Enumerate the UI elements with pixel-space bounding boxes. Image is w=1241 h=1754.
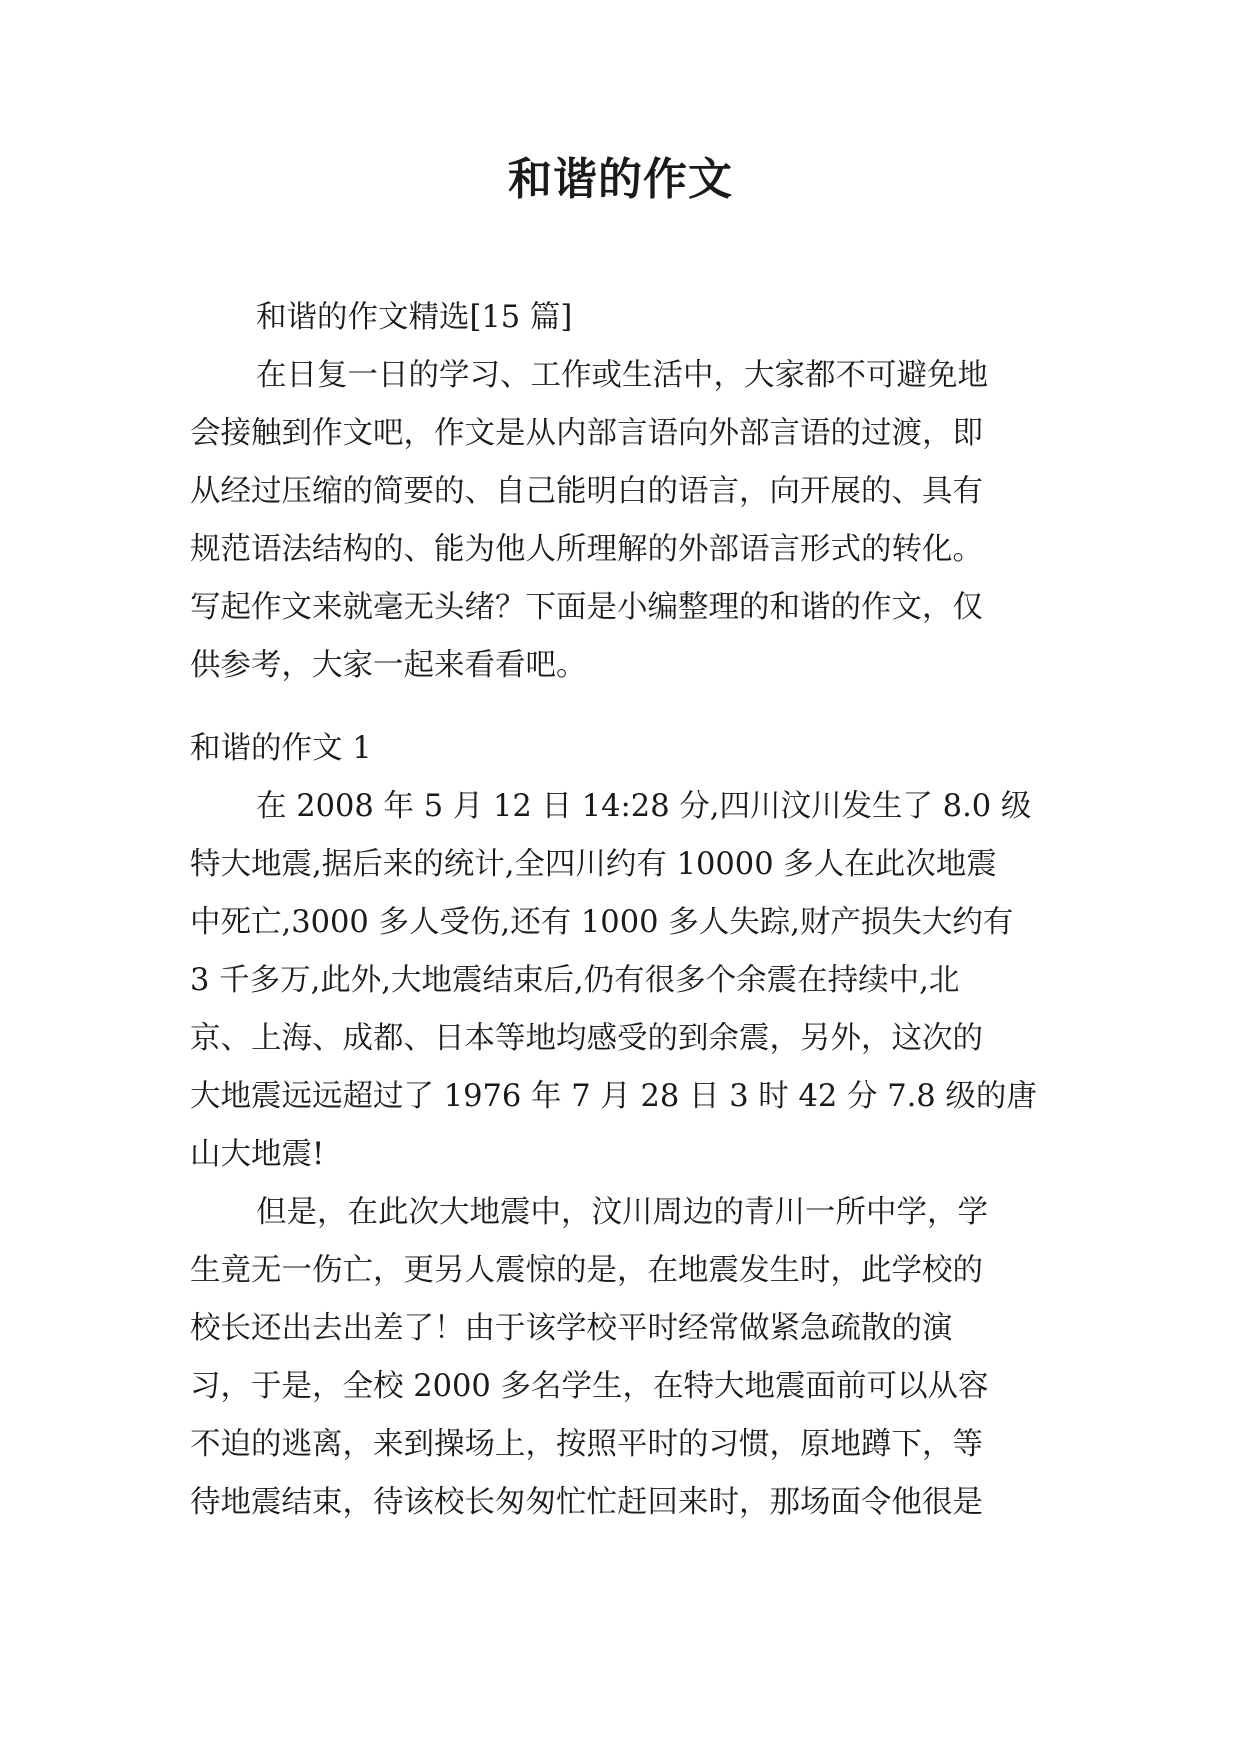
intro-block xyxy=(190,289,1050,695)
paragraph-line: 生竟无一伤亡，更另人震惊的是，在地震发生时，此学校的 xyxy=(190,1253,983,1288)
document-title: 和谐的作文 xyxy=(508,154,733,205)
paragraph-line: 校长还出去出差了！由于该学校平时经常做紧急疏散的演 xyxy=(190,1311,953,1346)
intro-line: 在日复一日的学习、工作或生活中，大家都不可避免地 xyxy=(256,358,988,393)
intro-line: 从经过压缩的简要的、自己能明白的语言，向开展的、具有 xyxy=(190,474,983,509)
paragraph-line: 在 2008 年 5 月 12 日 14:28 分,四川汶川发生了 8.0 级 xyxy=(256,789,1032,824)
paragraph-line: 不迫的逃离，来到操场上，按照平时的习惯，原地蹲下，等 xyxy=(190,1427,983,1462)
paragraph-line: 大地震远远超过了 1976 年 7 月 28 日 3 时 42 分 7.8 级的唐 xyxy=(190,1079,1037,1114)
intro-line: 写起作文来就毫无头绪？下面是小编整理的和谐的作文，仅 xyxy=(190,590,983,625)
intro-line: 规范语法结构的、能为他人所理解的外部语言形式的转化。 xyxy=(190,532,983,567)
paragraph-line: 中死亡,3000 多人受伤,还有 1000 多人失踪,财产损失大约有 xyxy=(190,905,1014,940)
paragraph-line: 习，于是，全校 2000 多名学生，在特大地震面前可以从容 xyxy=(190,1369,989,1404)
paragraph-line: 但是，在此次大地震中，汶川周边的青川一所中学，学 xyxy=(256,1195,988,1230)
paragraph-line: 待地震结束，待该校长匆匆忙忙赶回来时，那场面令他很是 xyxy=(190,1485,983,1520)
document-subtitle: 和谐的作文精选[15 篇] xyxy=(256,300,573,335)
paragraph-line: 特大地震,据后来的统计,全四川约有 10000 多人在此次地震 xyxy=(190,847,997,882)
paragraph-line: 京、上海、成都、日本等地均感受的到余震，另外，这次的 xyxy=(190,1021,983,1056)
paragraph-line: 3 千多万,此外,大地震结束后,仍有很多个余震在持续中,北 xyxy=(190,963,960,998)
section-1 xyxy=(190,720,1050,1532)
paragraph-line: 山大地震! xyxy=(190,1137,325,1172)
section-heading: 和谐的作文 1 xyxy=(190,731,372,766)
intro-line: 供参考，大家一起来看看吧。 xyxy=(190,648,587,683)
intro-line: 会接触到作文吧，作文是从内部言语向外部言语的过渡，即 xyxy=(190,416,983,451)
